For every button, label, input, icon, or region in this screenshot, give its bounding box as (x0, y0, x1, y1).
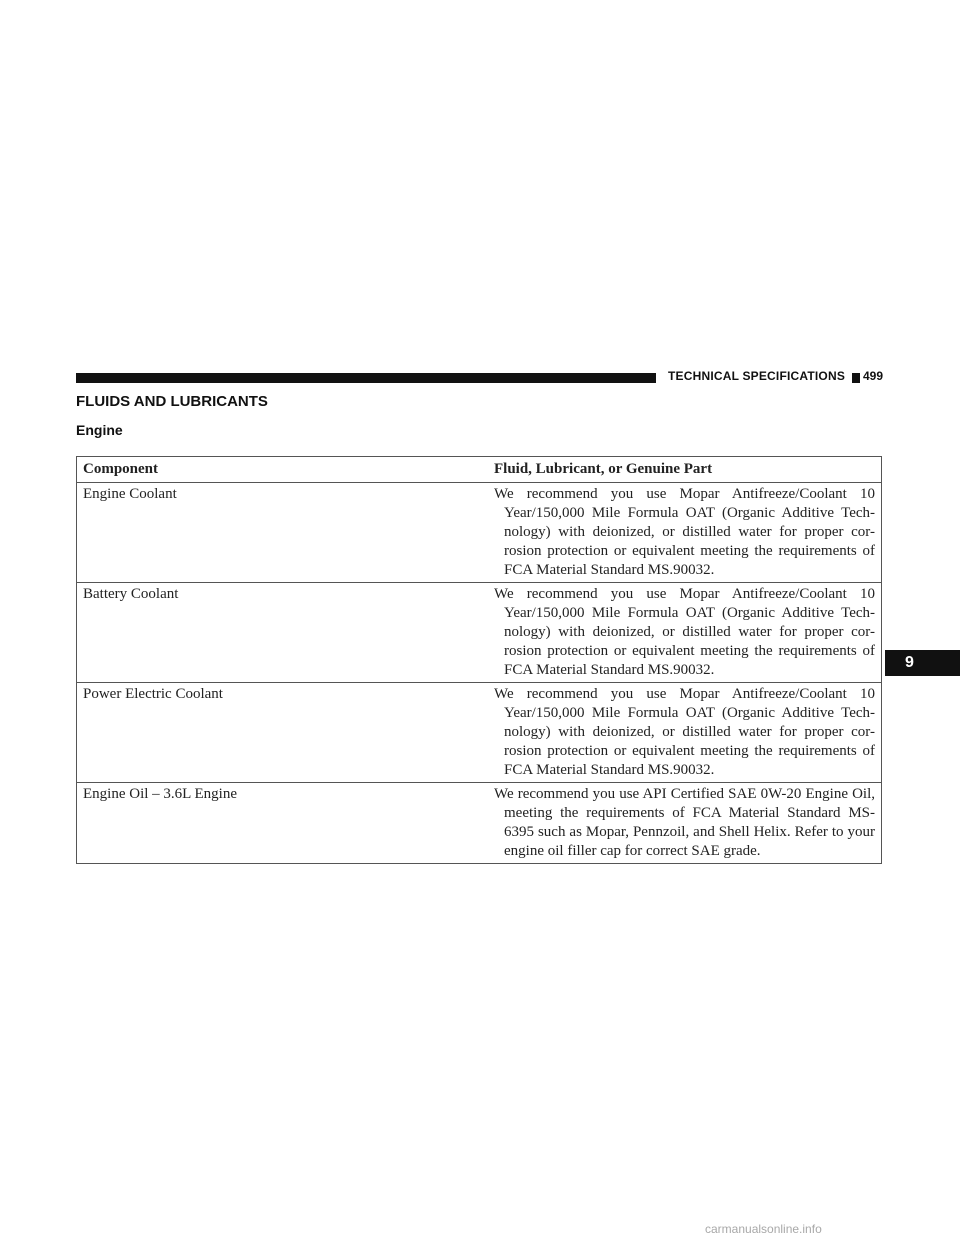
column-header-component: Component (77, 457, 485, 483)
fluid-cell (484, 583, 882, 683)
column-header-fluid: Fluid, Lubricant, or Genuine Part (484, 457, 882, 483)
running-header-section: TECHNICAL SPECIFICATIONS (668, 369, 846, 383)
component-cell: Battery Coolant (77, 583, 485, 683)
fluid-text: We recommend you use Mopar Antifreeze/Coolant 10 Year/150,000 Mile Formula OAT (Organic Additive Tech-nology) with deionized, or distilled water for proper cor-rosion protection or equivalent meeting the requirements of FCA Material Standard MS.90032. (494, 486, 875, 578)
fluid-text: We recommend you use Mopar Antifreeze/Coolant 10 Year/150,000 Mile Formula OAT (Organic Additive Tech-nology) with deionized, or distilled water for proper cor-rosion protection or equivalent meeting the requirements of FCA Material Standard MS.90032. (494, 586, 875, 678)
subsection-title: Engine (76, 422, 123, 438)
watermark: carmanualsonline.info (705, 1222, 822, 1236)
table-row (77, 483, 882, 583)
component-cell: Engine Oil – 3.6L Engine (77, 783, 485, 864)
table-header-row (77, 457, 882, 483)
table-row (77, 683, 882, 783)
header-rule (76, 373, 656, 383)
fluid-cell (484, 483, 882, 583)
fluids-table (76, 456, 882, 864)
component-cell: Power Electric Coolant (77, 683, 485, 783)
fluid-text: We recommend you use API Certified SAE 0W-20 Engine Oil, meeting the requirements of FCA Material Standard MS-6395 such as Mopar, Pennzoil, and Shell Helix. Refer to your engine oil filler cap for correct SAE grade. (494, 786, 875, 859)
chapter-tab: 9 (885, 650, 960, 676)
page-number: 499 (860, 369, 886, 383)
table-row (77, 783, 882, 864)
section-title: FLUIDS AND LUBRICANTS (76, 393, 268, 410)
component-cell: Engine Coolant (77, 483, 485, 583)
table-row (77, 583, 882, 683)
fluid-cell (484, 783, 882, 864)
fluid-cell (484, 683, 882, 783)
fluid-text: We recommend you use Mopar Antifreeze/Coolant 10 Year/150,000 Mile Formula OAT (Organic Additive Tech-nology) with deionized, or distilled water for proper cor-rosion protection or equivalent meeting the requirements of FCA Material Standard MS.90032. (494, 686, 875, 778)
